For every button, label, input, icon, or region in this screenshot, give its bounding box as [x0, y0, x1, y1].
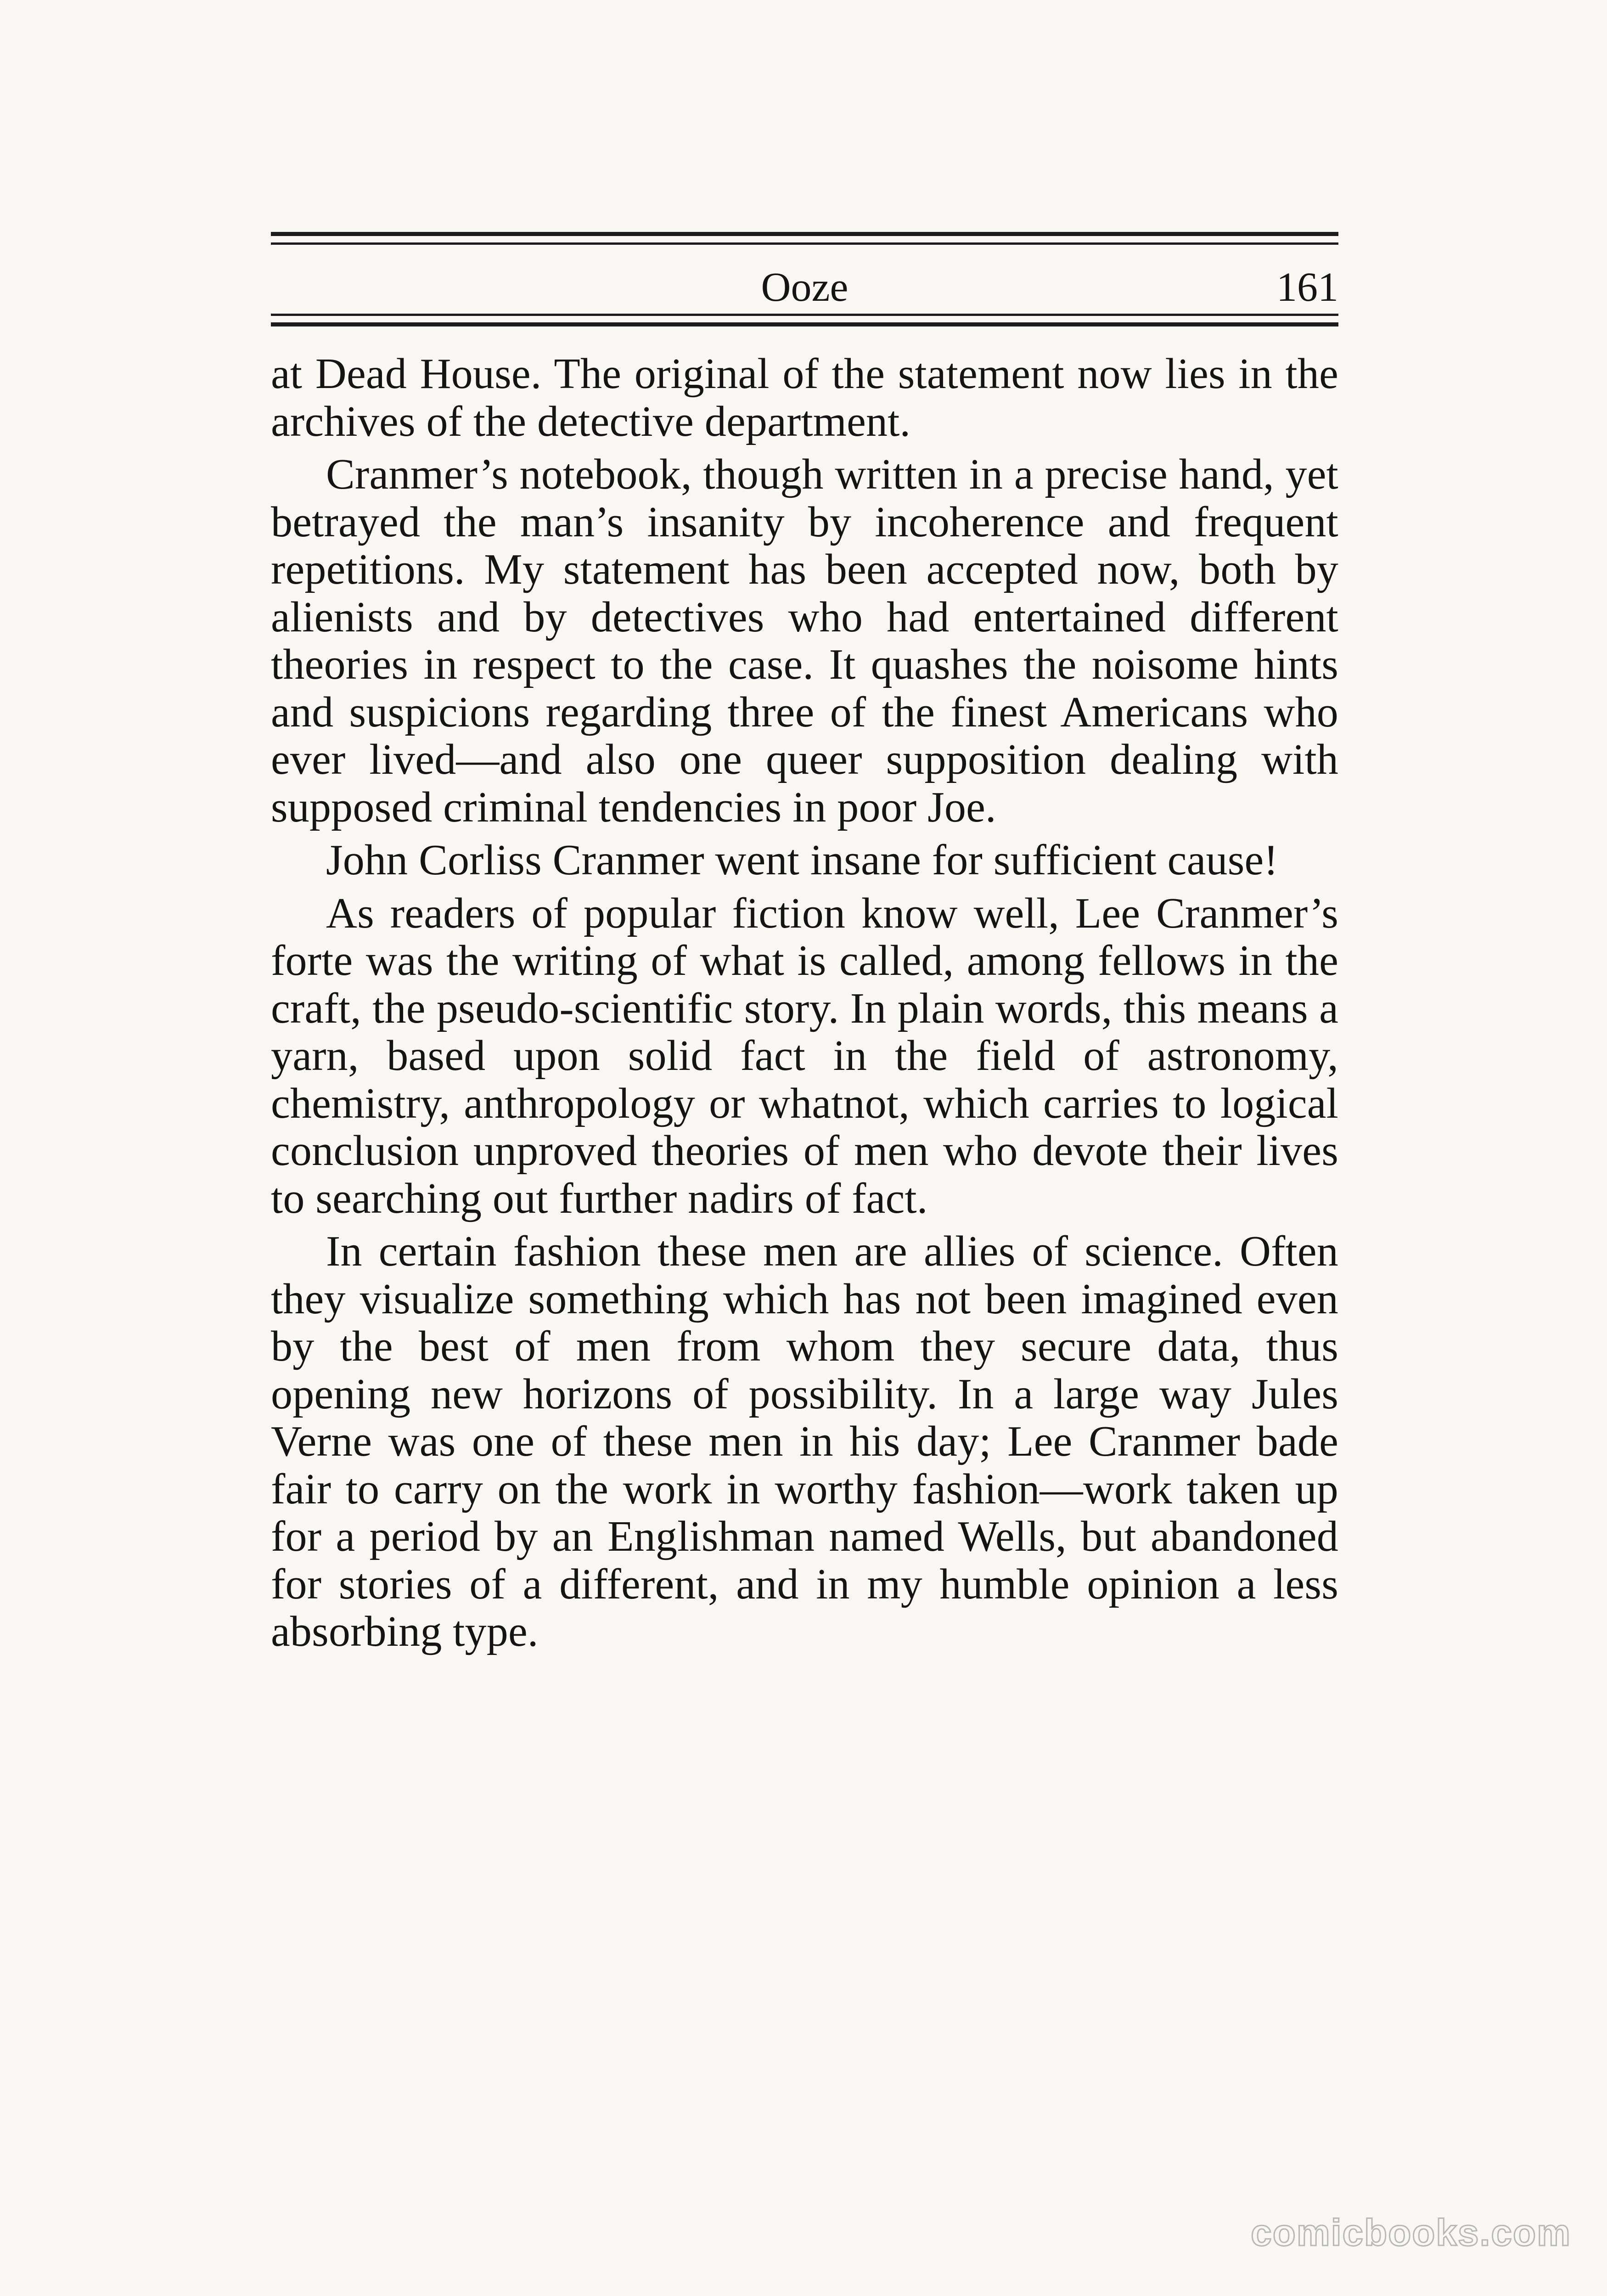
paragraph: Cranmer’s notebook, though written in a precise hand, yet betrayed the man’s insanity by incoherence and frequent repetitions. My statement has been accepted now, both by alienists and by detectives who had entertained different theories in respect to the case. It quashes the noisome hints and suspicions regarding three of the finest Americans who ever lived—and also one queer supposition dealing with supposed criminal tendencies in poor Joe. [271, 450, 1338, 831]
body-text [271, 350, 1338, 1656]
running-title: Ooze [761, 264, 848, 310]
page-number: 161 [1276, 264, 1338, 310]
header-rule-top [271, 232, 1338, 236]
running-header [271, 245, 1338, 314]
header-rule-bottom [271, 322, 1338, 326]
site-watermark: comicbooks.com [1251, 2212, 1571, 2254]
paragraph: at Dead House. The original of the statement now lies in the archives of the detective department. [271, 350, 1338, 445]
paragraph: In certain fashion these men are allies of science. Often they visualize something which has not been imagined even by the best of men from whom they secure data, thus opening new horizons of possibility. In a large way Jules Verne was one of these men in his day; Lee Cranmer bade fair to carry on the work in worthy fashion—work taken up for a period by an Englishman named Wells, but abandoned for stories of a different, and in my humble opinion a less absorbing type. [271, 1227, 1338, 1655]
book-page [271, 232, 1338, 1656]
paragraph: As readers of popular fiction know well, Lee Cranmer’s forte was the writing of what is called, among fellows in the craft, the pseudo-scientific story. In plain words, this means a yarn, based upon solid fact in the field of astronomy, chemistry, anthropology or whatnot, which carries to logical conclusion unproved theories of men who devote their lives to searching out further nadirs of fact. [271, 889, 1338, 1222]
paragraph: John Corliss Cranmer went insane for sufficient cause! [326, 836, 1278, 884]
